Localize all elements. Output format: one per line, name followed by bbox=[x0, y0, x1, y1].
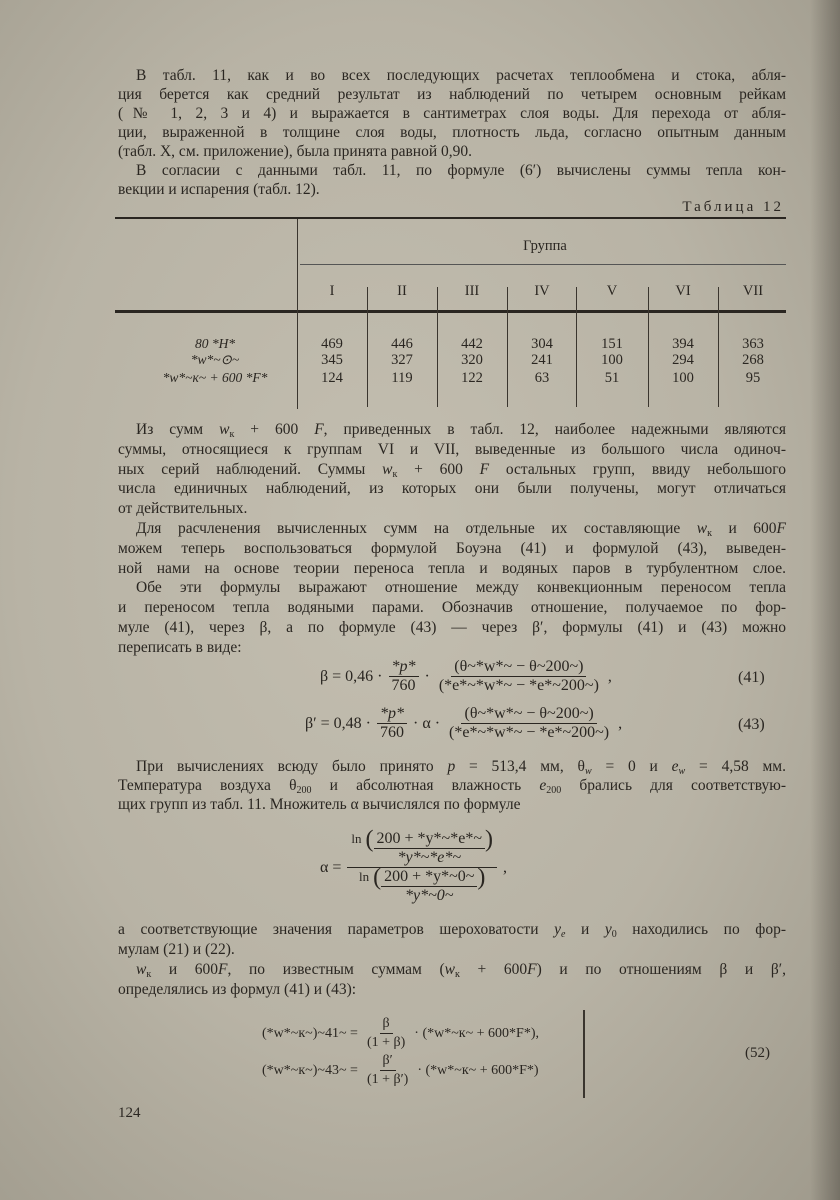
column-header: V bbox=[606, 283, 618, 299]
text-line: ной нами на основе теории переноса тепла и водяных паров в турбулентном слое. bbox=[118, 559, 786, 577]
group-header: Группа bbox=[523, 238, 567, 254]
intro-text bbox=[118, 66, 786, 199]
table-cell: 363 bbox=[742, 336, 764, 352]
denominator: (*e*~*w*~ − *e*~200~) bbox=[438, 677, 599, 694]
numerator: (θ~*w*~ − θ~200~) bbox=[461, 705, 596, 724]
group-subrule bbox=[300, 264, 786, 265]
formula-lhs: α = bbox=[320, 858, 342, 876]
formula-tail: , bbox=[607, 667, 612, 685]
text-line: Из сумм $w_к + 600$ F, приведенных в табл. 12, наиболее надежными являются bbox=[136, 421, 786, 440]
denominator: *y*~0~ bbox=[405, 887, 454, 904]
text-line: Обе эти формулы выражают отношение между конвекционным переносом тепла bbox=[136, 579, 786, 597]
denominator: (*e*~*w*~ − *e*~200~) bbox=[449, 724, 610, 741]
table-cell: 304 bbox=[531, 336, 553, 352]
formula-lhs: β = 0,46 · bbox=[320, 667, 383, 685]
formula-41 bbox=[320, 658, 612, 695]
formula-lhs: β′ = 0,48 · bbox=[305, 714, 371, 732]
table-cell: 241 bbox=[531, 352, 553, 368]
roughness-text bbox=[118, 920, 786, 1000]
page-shadow bbox=[810, 0, 840, 1200]
formula-alpha bbox=[320, 826, 507, 905]
text-line: а соответствующие значения параметров шероховатости $y_e$ и $y_0$ находились по фор- bbox=[118, 921, 786, 940]
text-line: и переносом тепла водяными парами. Обозначив отношение, получаемое по фор- bbox=[118, 599, 786, 617]
text-line: ных серий наблюдений. Суммы $w_к + 600$ F остальных групп, ввиду небольшого bbox=[118, 460, 786, 480]
text-line: (№ 1, 2, 3 и 4) и выражается в сантиметрах слоя воды. Для перехода от абля- bbox=[118, 105, 786, 122]
ln-label: ln bbox=[351, 831, 362, 846]
text-line: Температура воздуха $\theta_{200}$ и абсолютная влажность $e_{200}$ брались для соответствую- bbox=[118, 777, 786, 796]
row-label: *w*~к~ + 600 *F* bbox=[162, 370, 268, 385]
formula-52-line1 bbox=[262, 1015, 539, 1052]
table-cell: 51 bbox=[604, 370, 620, 386]
row-label: 80 *H* bbox=[194, 336, 236, 351]
column-header: IV bbox=[534, 283, 550, 299]
system-bracket bbox=[583, 1010, 585, 1098]
table-cell: 124 bbox=[321, 370, 343, 386]
column-header: II bbox=[397, 283, 407, 299]
fraction bbox=[436, 658, 602, 695]
text-line: ции, выраженной в толщине слоя воды, плотность льда, согласно опытным данным bbox=[118, 124, 786, 141]
table-cell: 294 bbox=[672, 352, 694, 368]
text-line: можем теперь воспользоваться формулой Боуэна (41) и формулой (43), выведен- bbox=[118, 539, 786, 557]
numerator: β bbox=[380, 1015, 393, 1034]
numerator: (θ~*w*~ − θ~200~) bbox=[451, 658, 586, 677]
equation-number: (52) bbox=[745, 1045, 770, 1061]
text-line: ция берется как средний результат из наблюдений по четырем основным рейкам bbox=[118, 86, 786, 103]
fraction bbox=[364, 1052, 411, 1089]
formula-rhs: · (*w*~к~ + 600*F*) bbox=[417, 1062, 539, 1078]
text-line: щих групп из табл. 11. Множитель α вычислялся по формуле bbox=[118, 796, 521, 813]
text-line: Для расчленения вычисленных сумм на отдельные их составляющие $w_к$ и 600F bbox=[136, 519, 787, 539]
formula-rhs: · (*w*~к~ + 600*F*), bbox=[414, 1025, 540, 1041]
formula-lhs: (*w*~к~)~41~ = bbox=[262, 1025, 358, 1041]
table-caption: Таблица 12 bbox=[682, 199, 784, 215]
table-cell: 100 bbox=[601, 352, 623, 368]
text-line: переписать в виде: bbox=[118, 638, 242, 656]
denominator: (1 + β) bbox=[366, 1035, 406, 1050]
numerator: *p* bbox=[377, 705, 407, 724]
formula-tail: , bbox=[618, 714, 623, 732]
numerator: 200 + *y*~0~ bbox=[381, 868, 477, 887]
column-header: I bbox=[329, 283, 335, 299]
formula-operator: · α · bbox=[413, 714, 441, 732]
text-line: суммы, относящиеся к группам VI и VII, выведенные из большого числа одиноч- bbox=[118, 440, 786, 458]
text-line: муле (41), через β, а по формуле (43) — через β′, формулы (41) и (43) можно bbox=[118, 618, 786, 636]
text-line: мулам (21) и (22). bbox=[118, 941, 235, 958]
text-line: числа единичных наблюдений, из которых они были получены, могут отличаться bbox=[118, 480, 786, 498]
discussion-text bbox=[118, 420, 786, 658]
denominator: 760 bbox=[391, 677, 416, 694]
text-line: В согласии с данными табл. 11, по формуле (6′) вычислены суммы тепла кон- bbox=[136, 162, 786, 179]
denominator: *y*~*e*~ bbox=[397, 849, 461, 866]
denominator: ln ( $\frac{200 + *y*\sim 0\sim}{*y*\sim 0\sim}$ ) bbox=[358, 864, 486, 904]
fraction bbox=[389, 658, 419, 695]
numerator: 200 + *y*~*e*~ bbox=[374, 830, 485, 849]
table-cell: 394 bbox=[672, 336, 694, 352]
table-cell: 63 bbox=[534, 370, 550, 386]
table-cell: 95 bbox=[745, 370, 761, 386]
fraction bbox=[364, 1015, 408, 1052]
denominator: (1 + β′) bbox=[366, 1072, 409, 1087]
formula-lhs: (*w*~к~)~43~ = bbox=[262, 1062, 358, 1078]
table-cell: 442 bbox=[461, 336, 483, 352]
column-header: VII bbox=[742, 283, 764, 299]
ln-label: ln bbox=[358, 869, 370, 884]
table-cell: 119 bbox=[391, 370, 413, 386]
text-line: от действительных. bbox=[118, 500, 248, 518]
column-header: VI bbox=[675, 283, 691, 299]
table-cell: 122 bbox=[461, 370, 483, 386]
table-top-rule bbox=[115, 217, 786, 219]
text-line: $w_к$ и 600F, по известным суммам $(w_к + 600F)$ и по отношениям β и β′, bbox=[136, 961, 786, 980]
formula-43 bbox=[305, 705, 622, 742]
formula-52-line2 bbox=[262, 1052, 539, 1089]
text-line: (табл. X, см. приложение), была принята равной 0,90. bbox=[118, 143, 473, 160]
table-header-rule bbox=[115, 310, 786, 313]
equation-number: (43) bbox=[738, 716, 765, 733]
table-cell: 151 bbox=[601, 336, 623, 352]
numerator: *p* bbox=[389, 658, 419, 677]
table-cell: 469 bbox=[321, 336, 343, 352]
table-cell: 327 bbox=[391, 352, 413, 368]
denominator: 760 bbox=[380, 724, 404, 741]
table-cell: 320 bbox=[461, 352, 483, 368]
table-cell: 446 bbox=[391, 336, 413, 352]
fraction bbox=[377, 705, 407, 742]
text-line: определялись из формул (41) и (43): bbox=[118, 981, 357, 998]
table-cell: 345 bbox=[321, 352, 343, 368]
fraction bbox=[446, 705, 612, 742]
page-number: 124 bbox=[118, 1105, 141, 1121]
text-line: В табл. 11, как и во всех последующих расчетах теплообмена и стока, абля- bbox=[136, 67, 786, 84]
text-line: векции и испарения (табл. 12). bbox=[118, 181, 320, 198]
column-header: III bbox=[464, 283, 480, 299]
formula-operator: · bbox=[424, 667, 430, 685]
formula-tail: , bbox=[502, 858, 507, 876]
fraction bbox=[347, 826, 497, 905]
numerator: β′ bbox=[380, 1052, 396, 1071]
numerator: ln ( $\frac{200 + *y*\sim*e*\sim}{*y*\sim*e*\sim}$ ) bbox=[347, 830, 497, 868]
calc-text bbox=[118, 757, 786, 814]
row-label: *w*~⊙~ bbox=[190, 352, 240, 367]
table-cell: 268 bbox=[742, 352, 764, 368]
text-line: При вычислениях всюду было принято p = 513,4 мм, $\theta_w = 0$ и $e_w = 4,58$ мм. bbox=[136, 758, 786, 777]
table-cell: 100 bbox=[672, 370, 694, 386]
equation-number: (41) bbox=[738, 669, 765, 686]
